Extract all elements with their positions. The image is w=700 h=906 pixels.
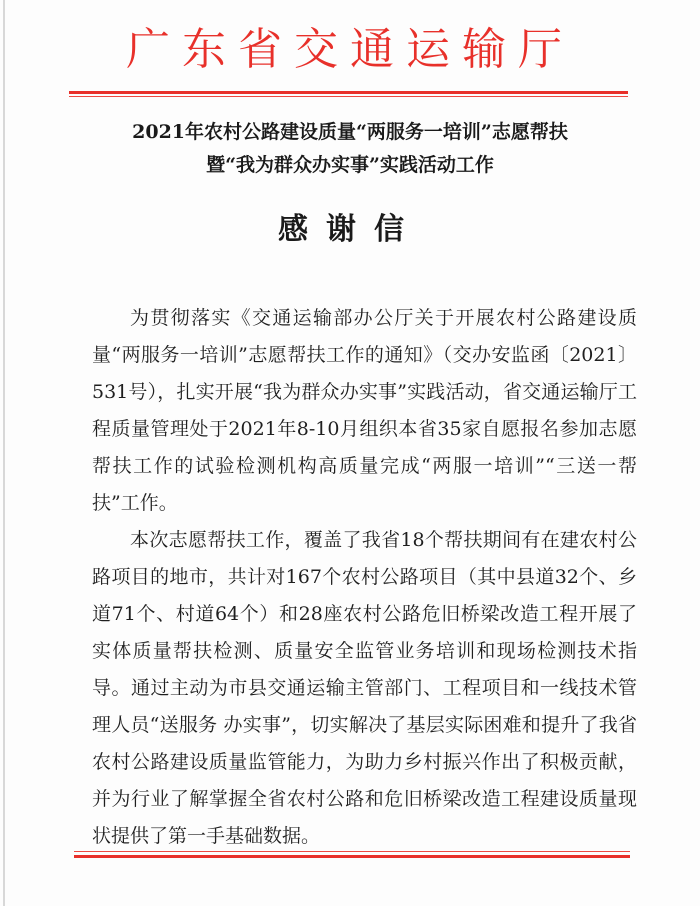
letter-body (92, 300, 637, 855)
letter-heading: 感谢信 (278, 212, 422, 247)
masthead-rule-thin (69, 96, 628, 97)
paragraph-1: 为贯彻落实《交通运输部办公厅关于开展农村公路建设质量“两服务一培训”志愿帮扶工作的通知》（交办安监函〔2021〕531号），扎实开展“我为群众办实事”实践活动，省交通运输厅工程质量管理处于2021年8-10月组织本省35家自愿报名参加志愿帮扶工作的试验检测机构高质量完成“两服一培训”“三送一帮扶”工作。 (92, 307, 637, 514)
footer-rule-thin (74, 851, 630, 852)
document-title-line1: 2021年农村公路建设质量“两服务一培训”志愿帮扶 (132, 121, 568, 143)
paragraph-2: 本次志愿帮扶工作，覆盖了我省18个帮扶期间有在建农村公路项目的地市，共计对167个农村公路项目（其中县道32个、乡道71个、村道64个）和28座农村公路危旧桥梁改造工程开展了实体质量帮扶检测、质量安全监管业务培训和现场检测技术指导。通过主动为市县交通运输主管部门、工程项目和一线技术管理人员“送服务 办实事”，切实解决了基层实际困难和提升了我省农村公路建设质量监管能力，为助力乡村振兴作出了积极贡献，并为行业了解掌握全省农村公路和危旧桥梁改造工程建设质量现状提供了第一手基础数据。 (92, 529, 637, 847)
masthead-organization: 广东省交通运输厅 (126, 24, 574, 75)
document-title-line2: 暨“我为群众办实事”实践活动工作 (206, 154, 494, 176)
masthead-rule-thick (69, 91, 628, 94)
footer-rule-thick (74, 855, 630, 858)
